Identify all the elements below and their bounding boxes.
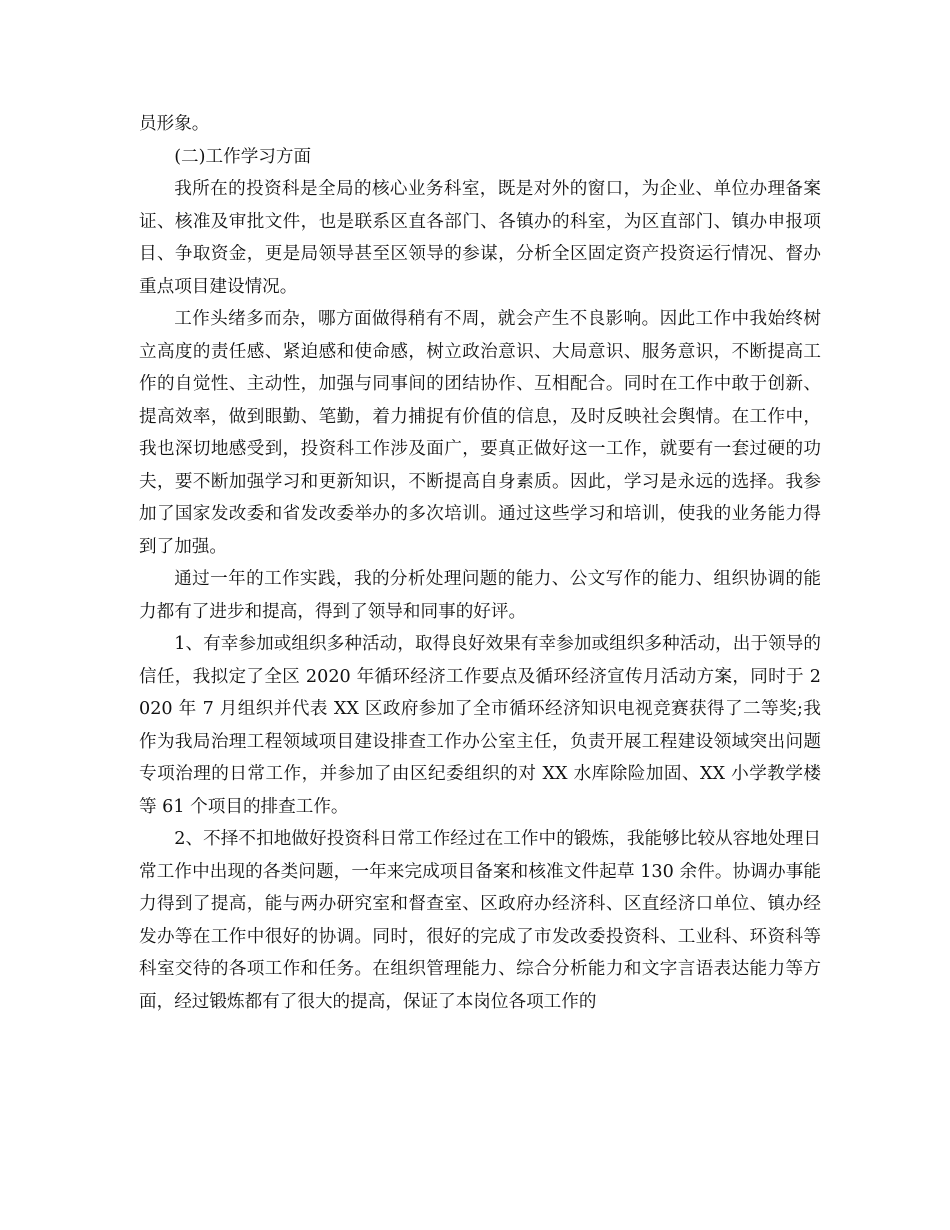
paragraph: 通过一年的工作实践，我的分析处理问题的能力、公文写作的能力、组织协调的能力都有了进步和提高，得到了领导和同事的好评。	[139, 569, 821, 622]
paragraph: 我所在的投资科是全局的核心业务科室，既是对外的窗口，为企业、单位办理备案证、核准及审批文件，也是联系区直各部门、各镇办的科室，为区直部门、镇办申报项目、争取资金，更是局领导甚至区领导的参谋，分析全区固定资产投资运行情况、督办重点项目建设情况。	[139, 179, 821, 297]
paragraph-continuation: 员形象。	[139, 114, 210, 134]
paragraph: 1、有幸参加或组织多种活动，取得良好效果有幸参加或组织多种活动，出于领导的信任，我拟定了全区 2020 年循环经济工作要点及循环经济宣传月活动方案，同时于 2020 年 7 月组织并代表 XX 区政府参加了全市循环经济知识电视竞赛获得了二等奖;我作为我局治理工程领域项目建设排查工作办公室主任，负责开展工程建设领域突出问题专项治理的日常工作，并参加了由区纪委组织的对 XX 水库除险加固、XX 小学教学楼等 61 个项目的排查工作。	[139, 634, 821, 817]
section-heading: (二)工作学习方面	[174, 146, 312, 167]
paragraph: 工作头绪多而杂，哪方面做得稍有不周，就会产生不良影响。因此工作中我始终树立高度的责任感、紧迫感和使命感，树立政治意识、大局意识、服务意识，不断提高工作的自觉性、主动性，加强与同事间的团结协作、互相配合。同时在工作中敢于创新、提高效率，做到眼勤、笔勤，着力捕捉有价值的信息，及时反映社会舆情。在工作中，我也深切地感受到，投资科工作涉及面广，要真正做好这一工作，就要有一套过硬的功夫，要不断加强学习和更新知识，不断提高自身素质。因此，学习是永远的选择。我参加了国家发改委和省发改委举办的多次培训。通过这些学习和培训，使我的业务能力得到了加强。	[139, 309, 821, 557]
document-body	[139, 108, 821, 1018]
paragraph: 2、不择不扣地做好投资科日常工作经过在工作中的锻炼，我能够比较从容地处理日常工作中出现的各类问题，一年来完成项目备案和核准文件起草 130 余件。协调办事能力得到了提高，能与两办研究室和督查室、区政府办经济科、区直经济口单位、镇办经发办等在工作中很好的协调。同时，很好的完成了市发改委投资科、工业科、环资科等科室交待的各项工作和任务。在组织管理能力、综合分析能力和文字言语表达能力等方面，经过锻炼都有了很大的提高，保证了本岗位各项工作的	[139, 829, 821, 1012]
